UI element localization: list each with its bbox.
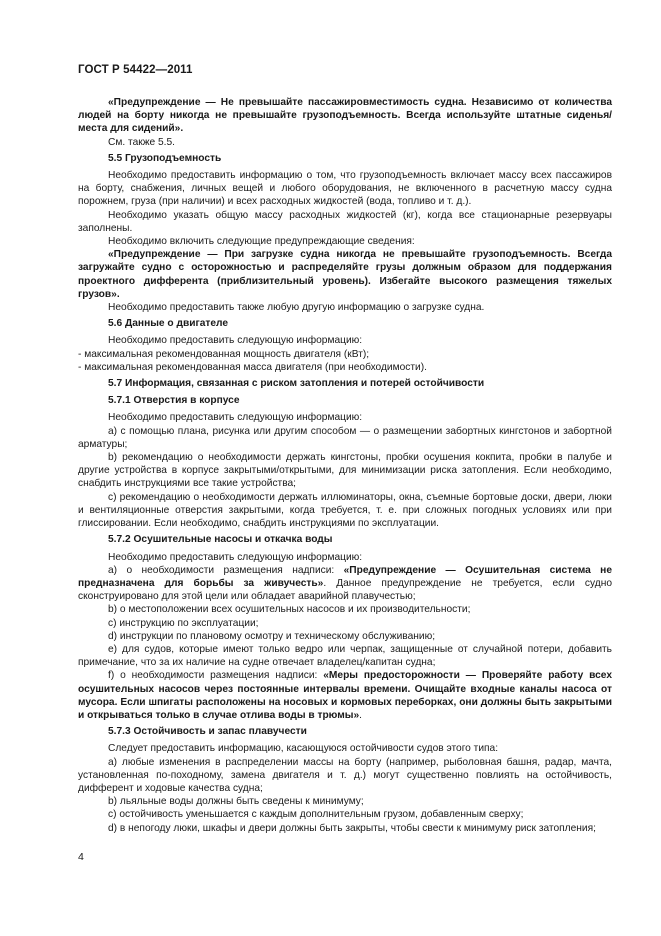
list-item: - максимальная рекомендованная мощность двигателя (кВт); bbox=[78, 348, 370, 360]
list-item: c) рекомендацию о необходимости держать иллюминаторы, окна, съемные бортовые доски, двери, люки и вентиляционные отверстия закрытыми, когда требуется, т. е. при сложных погодных условиях или при глиссировании. Если необходимо, снабдить инструкциями по эксплуатации. bbox=[78, 491, 612, 530]
list-item: a) с помощью плана, рисунка или другим способом — о размещении забортных кингстонов и забортной арматуры; bbox=[78, 425, 612, 450]
list-item: c) остойчивость уменьшается с каждым дополнительным грузом, добавленным сверху; bbox=[108, 809, 524, 821]
paragraph: Необходимо предоставить следующую информацию: bbox=[108, 551, 363, 563]
paragraph: Следует предоставить информацию, касающуюся остойчивости судов этого типа: bbox=[108, 743, 499, 755]
warning-bilge: «Предупреждение — Осушительная система не предназначена для борьбы за живучесть» bbox=[78, 564, 612, 589]
section-5-7-2-title: 5.7.2 Осушительные насосы и откачка воды bbox=[108, 534, 333, 546]
warning-capacity: «Предупреждение — Не превышайте пассажировместимость судна. Независимо от количества людей на борту никогда не превышайте грузоподъемность. Всегда используйте штатные сиденья/места для сидений». bbox=[78, 97, 612, 135]
list-item: - максимальная рекомендованная масса двигателя (при необходимости). bbox=[78, 361, 427, 373]
paragraph: Необходимо предоставить информацию о том, что грузоподъемность включает массу всех пассажиров на борту, снабжения, личных вещей и любого оборудования, не включенного в расчетную массу судна порожнем, груза (при наличии) и всех расходных жидкостей (вода, топливо и т. д.). bbox=[78, 170, 612, 208]
paragraph: Необходимо предоставить также любую другую информацию о загрузке судна. bbox=[108, 302, 485, 314]
paragraph: Необходимо предоставить следующую информацию: bbox=[108, 412, 363, 424]
list-item: a) любые изменения в распределении массы на борту (например, рыболовная башня, радар, мачта, установленная по-походному, замена двигателя и т. д.) могут существенно повлиять на остойчивость, дифферент и ходовые качества судна; bbox=[78, 756, 612, 794]
list-item: d) инструкции по плановому осмотру и техническому обслуживанию; bbox=[108, 630, 436, 642]
list-item: b) рекомендацию о необходимости держать кингстоны, пробки осушения кокпита, пробки в палубе и другие устройства в корпусе закрытыми/открытыми, для минимизации риска затопления. Если необходимо, снабдить инструкциями все такие устройства; bbox=[78, 452, 612, 490]
section-5-7-3-title: 5.7.3 Остойчивость и запас плавучести bbox=[108, 726, 307, 738]
paragraph: Необходимо предоставить следующую информацию: bbox=[108, 335, 363, 347]
paragraph: Необходимо включить следующие предупреждающие сведения: bbox=[108, 236, 415, 248]
list-item: b) о местоположении всех осушительных насосов и их производительности; bbox=[108, 604, 471, 616]
list-item: e) для судов, которые имеют только ведро или черпак, защищенные от случайной потери, добавить примечание, что за их наличие на судне отвечает владелец/капитан судна; bbox=[78, 643, 612, 669]
see-also-note: См. также 5.5. bbox=[108, 136, 175, 148]
section-5-7-title: 5.7 Информация, связанная с риском затопления и потерей остойчивости bbox=[108, 378, 485, 390]
text: . Данное предупреждение не требуется, если судно сконструировано для этой цели или обладает аварийной плавучестью; bbox=[78, 577, 612, 603]
section-5-7-1-title: 5.7.1 Отверстия в корпусе bbox=[108, 395, 240, 407]
document-header: ГОСТ Р 54422—2011 bbox=[78, 64, 193, 76]
list-item bbox=[78, 669, 612, 722]
paragraph: Необходимо указать общую массу расходных жидкостей (кг), когда все стационарные резервуары заполнены. bbox=[78, 209, 612, 234]
list-item: c) инструкцию по эксплуатации; bbox=[108, 617, 259, 629]
list-item bbox=[78, 564, 612, 604]
section-5-6-title: 5.6 Данные о двигателе bbox=[108, 318, 229, 330]
list-item: b) льяльные воды должны быть сведены к минимуму; bbox=[108, 796, 364, 808]
warning-loading: «Предупреждение — При загрузке судна никогда не превышайте грузоподъемность. Всегда загружайте судно с осторожностью и распределяйте грузы должным образом для поддержания проектного дифферента (приблизительный уровень). Избегайте высокого размещения тяжелых грузов». bbox=[78, 249, 612, 300]
text: a) о необходимости размещения надписи: bbox=[108, 564, 344, 576]
text: . bbox=[359, 709, 362, 721]
text: f) о необходимости размещения надписи: bbox=[108, 670, 324, 682]
list-item: d) в непогоду люки, шкафы и двери должны быть закрыты, чтобы свести к минимуму риск затопления; bbox=[108, 822, 596, 834]
page-body bbox=[78, 96, 612, 835]
caution-pumps: «Меры предосторожности — Проверяйте работу всех осушительных насосов через постоянные интервалы времени. Очищайте входные каналы насоса от мусора. Если шпигаты расположены на носовых и кормовых переборках, они должны быть закрытыми и открываться только в случае отлива воды в трюмы» bbox=[78, 670, 612, 721]
page-number: 4 bbox=[78, 851, 84, 863]
section-5-5-title: 5.5 Грузоподъемность bbox=[108, 152, 222, 164]
